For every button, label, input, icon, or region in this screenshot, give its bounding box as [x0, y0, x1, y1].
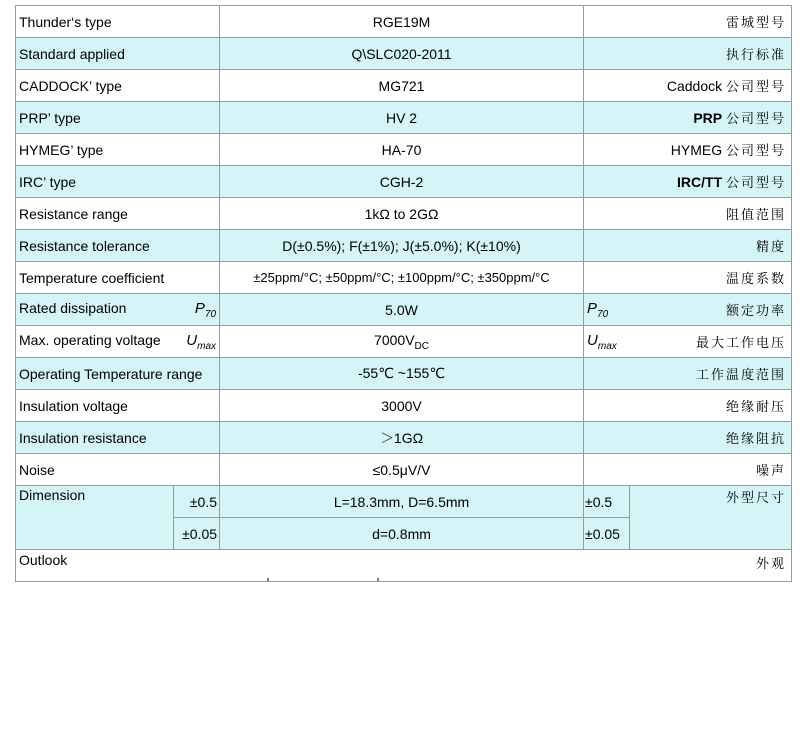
table-row [16, 390, 792, 422]
dimension-cn-label: 外型尺寸 [630, 486, 792, 550]
row-cn-label: 执行标准 [584, 38, 792, 70]
cn-label: 公司型号 [726, 176, 787, 191]
row-label: Thunder‘s type [16, 6, 220, 38]
row-value: ±25ppm/°C; ±50ppm/°C; ±100ppm/°C; ±350ppm/°C [220, 262, 584, 294]
table-row [16, 70, 792, 102]
cn-label: 公司型号 [726, 144, 787, 159]
symbol-subscript: max [597, 340, 617, 352]
row-value: HV 2 [220, 102, 584, 134]
brand-name: HYMEG [670, 142, 723, 158]
row-label: Temperature coefficient [16, 262, 220, 294]
resistor-photo: RGE76J0B5606 4120840030 [456, 575, 776, 582]
symbol [186, 332, 216, 352]
outlook-label: Outlook [19, 552, 68, 568]
table-row [16, 102, 792, 134]
symbol-subscript: 70 [597, 308, 609, 320]
row-value: MG721 [220, 70, 584, 102]
row-label-text: Max. operating voltage [19, 331, 161, 348]
row-value: 3000V [220, 390, 584, 422]
table-row [16, 198, 792, 230]
row-label [16, 294, 220, 326]
row-cn-label: 绝缘耐压 [584, 390, 792, 422]
row-label: Insulation voltage [16, 390, 220, 422]
row-cn-label [584, 134, 792, 166]
row-label: Standard applied [16, 38, 220, 70]
row-cn-label [584, 102, 792, 134]
drawing-label-big-d: D [410, 580, 421, 596]
table-row [16, 454, 792, 486]
symbol-letter: P [587, 299, 598, 317]
table-row [16, 166, 792, 198]
dimension-label: Dimension [16, 486, 174, 550]
dimension-value: L=18.3mm, D=6.5mm [220, 486, 584, 518]
value-subscript: DC [414, 340, 429, 352]
symbol [195, 300, 216, 320]
drawing-label-d: d [236, 580, 244, 596]
row-cn-label [584, 326, 792, 358]
row-label: Resistance range [16, 198, 220, 230]
table-row [16, 486, 792, 518]
table-row [16, 38, 792, 70]
cn-label: 公司型号 [726, 80, 787, 95]
table-row [16, 294, 792, 326]
brand-name: IRC/TT [677, 174, 723, 190]
tolerance-value: ±0.05 [174, 518, 220, 550]
row-label-text: Rated dissipation [19, 299, 127, 316]
row-label: IRC’ type [16, 166, 220, 198]
row-cn-label: 精度 [584, 230, 792, 262]
table-row [16, 134, 792, 166]
symbol-letter: P [194, 299, 205, 317]
cn-label: 最大工作电压 [696, 336, 787, 351]
row-label: Noise [16, 454, 220, 486]
tolerance-value: ±0.05 [584, 518, 630, 550]
table-row [16, 550, 792, 582]
row-value: ≤0.5μV/V [220, 454, 584, 486]
row-cn-label: 绝缘阻抗 [584, 422, 792, 454]
row-value: 1kΩ to 2GΩ [220, 198, 584, 230]
outlook-cell [16, 550, 792, 659]
tolerance-value: ±0.5 [584, 486, 630, 518]
tolerance-value: ±0.5 [174, 486, 220, 518]
cn-label: 公司型号 [726, 112, 787, 127]
row-cn-label: 温度系数 [584, 262, 792, 294]
row-label [16, 326, 220, 358]
row-value: RGE19M [220, 6, 584, 38]
brand-name: Caddock [666, 78, 723, 94]
value-text: 7000V [374, 331, 415, 348]
dimension-value: d=0.8mm [220, 518, 584, 550]
symbol-subscript: max [197, 340, 217, 352]
row-value: -55℃ ~155℃ [220, 358, 584, 390]
row-cn-label: 阻值范围 [584, 198, 792, 230]
row-cn-label [584, 294, 792, 326]
symbol-letter: U [587, 331, 598, 349]
table-row [16, 326, 792, 358]
row-label: HYMEG’ type [16, 134, 220, 166]
symbol-letter: U [186, 331, 198, 349]
row-cn-label: 雷城型号 [584, 6, 792, 38]
row-label: Insulation resistance [16, 422, 220, 454]
row-cn-label: 工作温度范围 [584, 358, 792, 390]
row-label: Resistance tolerance [16, 230, 220, 262]
row-value: HA-70 [220, 134, 584, 166]
row-cn-label: 噪声 [584, 454, 792, 486]
cn-label: 额定功率 [726, 304, 787, 319]
row-value: ＞1GΩ [220, 422, 584, 454]
row-label: Operating Temperature range [16, 358, 220, 390]
row-value: 5.0W [220, 294, 584, 326]
table-row [16, 262, 792, 294]
spec-table [15, 5, 792, 659]
dimension-drawing [216, 570, 461, 596]
table-row [16, 358, 792, 390]
row-value: CGH-2 [220, 166, 584, 198]
symbol [587, 332, 617, 352]
row-cn-label [584, 166, 792, 198]
row-label: PRP’ type [16, 102, 220, 134]
drawing-label-l: L [320, 580, 328, 596]
row-value [220, 326, 584, 358]
row-value: Q\SLC020-2011 [220, 38, 584, 70]
row-value: D(±0.5%); F(±1%); J(±5.0%); K(±10%) [220, 230, 584, 262]
table-row [16, 422, 792, 454]
table-row [16, 230, 792, 262]
symbol [587, 300, 608, 320]
row-cn-label [584, 70, 792, 102]
brand-name: PRP [693, 110, 723, 126]
table-row [16, 6, 792, 38]
outlook-cn-label: 外观 [756, 557, 787, 572]
symbol-subscript: 70 [204, 308, 217, 320]
row-label: CADDOCK’ type [16, 70, 220, 102]
